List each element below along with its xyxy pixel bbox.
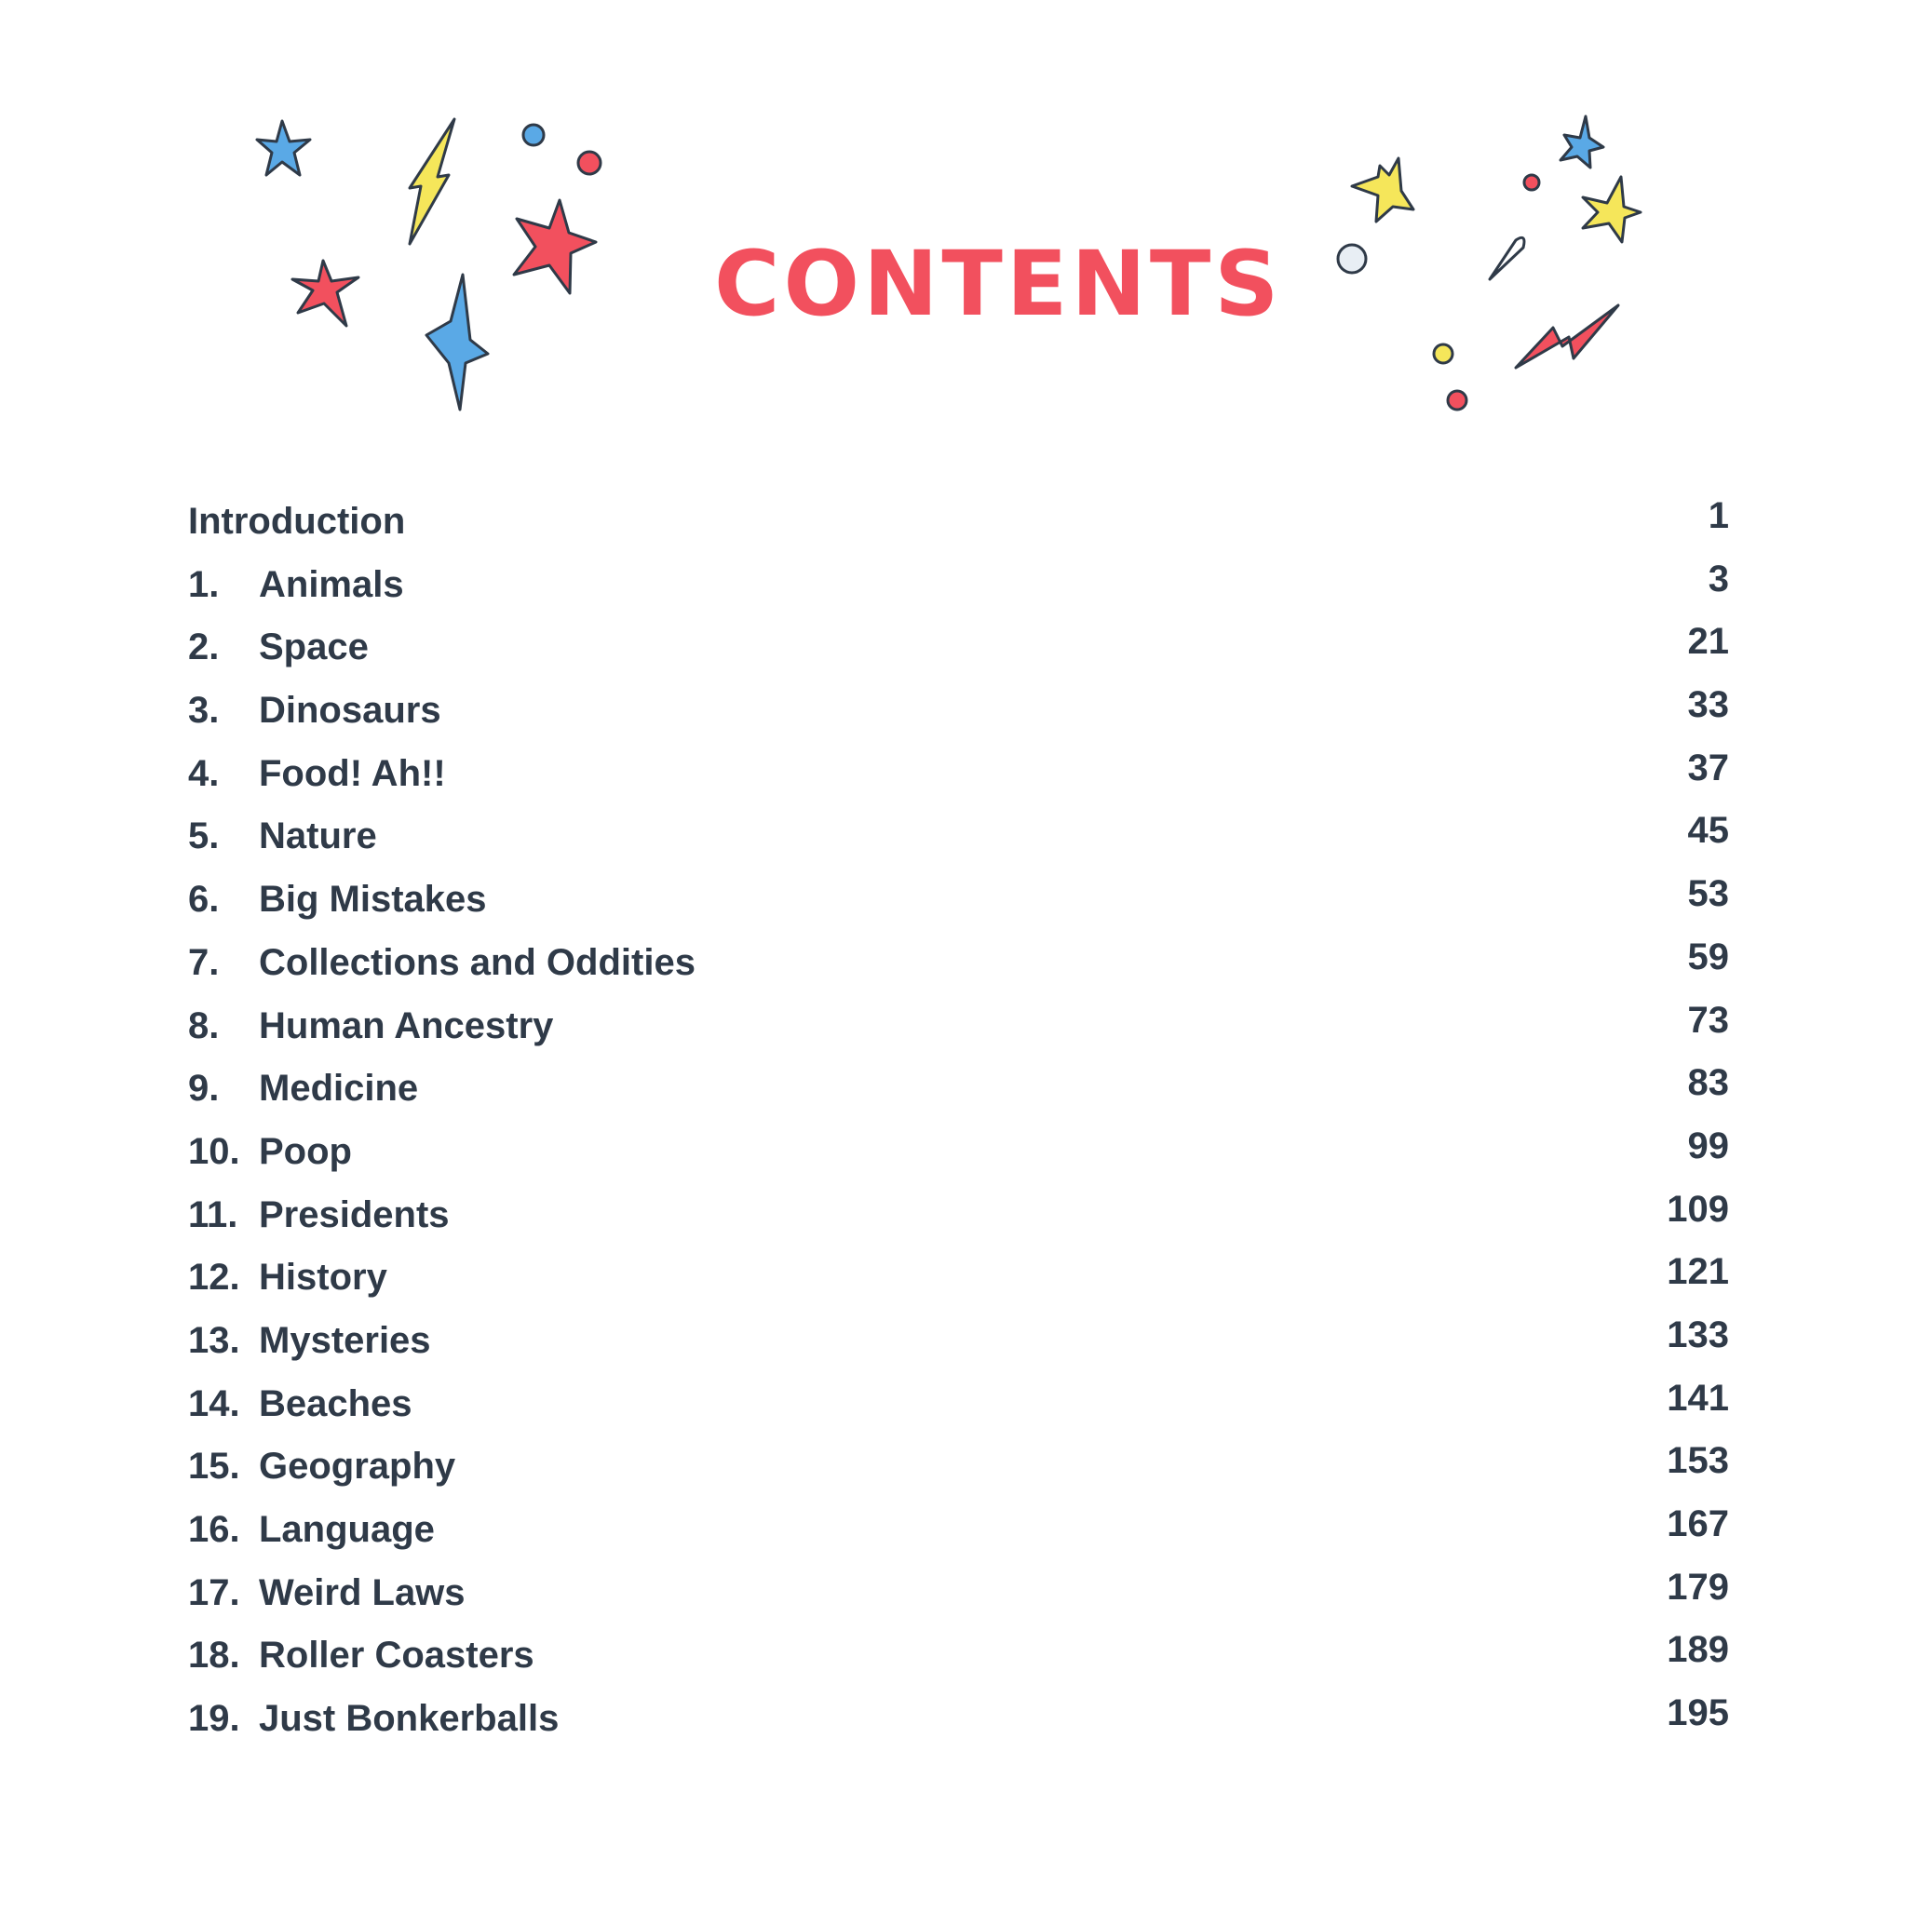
entry-number: 12. (188, 1257, 240, 1299)
toc-entry (188, 1124, 1729, 1187)
entry-title: Space (259, 626, 369, 668)
toc-entry (188, 935, 1729, 998)
decorations (0, 0, 1932, 447)
entry-page-number: 3 (1708, 558, 1729, 599)
entry-page-number: 45 (1687, 810, 1729, 852)
toc-entry (188, 1187, 1729, 1250)
entry-page-number: 179 (1667, 1566, 1729, 1608)
entry-title: Collections and Oddities (259, 941, 696, 983)
page-title: CONTENTS (714, 232, 1283, 336)
table-of-contents (188, 493, 1729, 1754)
yellow-dot-icon (1434, 344, 1452, 363)
entry-title: History (259, 1257, 387, 1299)
entry-number: 18. (188, 1635, 240, 1677)
toc-entry (188, 1502, 1729, 1565)
comet-icon (1490, 237, 1524, 279)
red-star-icon (514, 200, 596, 293)
entry-number: 7. (188, 941, 220, 983)
entry-title: Human Ancestry (259, 1004, 554, 1046)
entry-page-number: 99 (1687, 1125, 1729, 1166)
red-dot-lower-icon (1448, 391, 1466, 410)
entry-number: 10. (188, 1130, 240, 1172)
entry-title: Medicine (259, 1068, 419, 1110)
red-lightning-icon (1516, 305, 1618, 368)
blue-star-right-icon (1560, 116, 1603, 168)
entry-page-number: 83 (1687, 1062, 1729, 1104)
toc-entry (188, 746, 1729, 809)
entry-page-number: 195 (1667, 1692, 1729, 1734)
entry-title: Poop (259, 1130, 352, 1172)
toc-entry (188, 1376, 1729, 1439)
toc-entry (188, 998, 1729, 1061)
entry-title: Introduction (188, 501, 406, 542)
yellow-star-icon (1352, 158, 1413, 222)
entry-title: Geography (259, 1446, 456, 1488)
entry-page-number: 1 (1708, 495, 1729, 536)
toc-entry (188, 871, 1729, 935)
toc-entry (188, 1060, 1729, 1124)
entry-page-number: 121 (1667, 1251, 1729, 1293)
entry-title: Just Bonkerballs (259, 1698, 560, 1740)
toc-entry (188, 557, 1729, 620)
entry-title: Weird Laws (259, 1571, 466, 1613)
entry-number: 13. (188, 1319, 240, 1361)
entry-number: 16. (188, 1509, 240, 1550)
entry-title: Big Mistakes (259, 879, 487, 921)
entry-title: Language (259, 1509, 435, 1550)
blue-dot-icon (523, 125, 544, 145)
toc-entry (188, 808, 1729, 871)
entry-title: Animals (259, 563, 404, 605)
toc-entry (188, 1438, 1729, 1502)
toc-entry (188, 1313, 1729, 1376)
yellow-lightning-icon (410, 119, 454, 244)
toc-entry (188, 1691, 1729, 1754)
toc-entry (188, 1565, 1729, 1628)
entry-number: 14. (188, 1382, 240, 1424)
red-dot-icon (578, 152, 601, 174)
entry-page-number: 189 (1667, 1629, 1729, 1671)
blue-star-icon (257, 121, 310, 175)
toc-entry (188, 493, 1729, 557)
entry-page-number: 21 (1687, 621, 1729, 663)
entry-number: 5. (188, 815, 220, 857)
entry-number: 4. (188, 752, 220, 794)
entry-page-number: 59 (1687, 936, 1729, 977)
entry-title: Presidents (259, 1193, 450, 1235)
toc-entry (188, 1249, 1729, 1313)
entry-title: Dinosaurs (259, 690, 441, 732)
entry-page-number: 109 (1667, 1188, 1729, 1230)
entry-number: 15. (188, 1446, 240, 1488)
entry-title: Nature (259, 815, 377, 857)
entry-number: 6. (188, 879, 220, 921)
entry-title: Mysteries (259, 1319, 431, 1361)
entry-number: 19. (188, 1698, 240, 1740)
blue-lightning-icon (426, 275, 488, 410)
entry-number: 8. (188, 1004, 220, 1046)
toc-entry (188, 682, 1729, 746)
entry-page-number: 133 (1667, 1314, 1729, 1355)
toc-entry (188, 1627, 1729, 1691)
entry-page-number: 37 (1687, 747, 1729, 788)
red-dot-right-icon (1524, 175, 1539, 190)
entry-page-number: 167 (1667, 1503, 1729, 1544)
yellow-star-right-icon (1583, 177, 1641, 242)
entry-page-number: 73 (1687, 999, 1729, 1041)
entry-title: Beaches (259, 1382, 412, 1424)
entry-number: 2. (188, 626, 220, 668)
entry-page-number: 141 (1667, 1377, 1729, 1419)
entry-number: 11. (188, 1193, 238, 1235)
red-star-small-icon (292, 261, 358, 326)
planet-icon (1338, 245, 1366, 273)
entry-title: Roller Coasters (259, 1635, 534, 1677)
entry-page-number: 33 (1687, 684, 1729, 726)
entry-number: 1. (188, 563, 220, 605)
toc-entry (188, 619, 1729, 682)
entry-number: 3. (188, 690, 220, 732)
entry-number: 17. (188, 1571, 240, 1613)
entry-page-number: 153 (1667, 1440, 1729, 1482)
entry-title: Food! Ah!! (259, 752, 446, 794)
entry-page-number: 53 (1687, 873, 1729, 915)
entry-number: 9. (188, 1068, 220, 1110)
